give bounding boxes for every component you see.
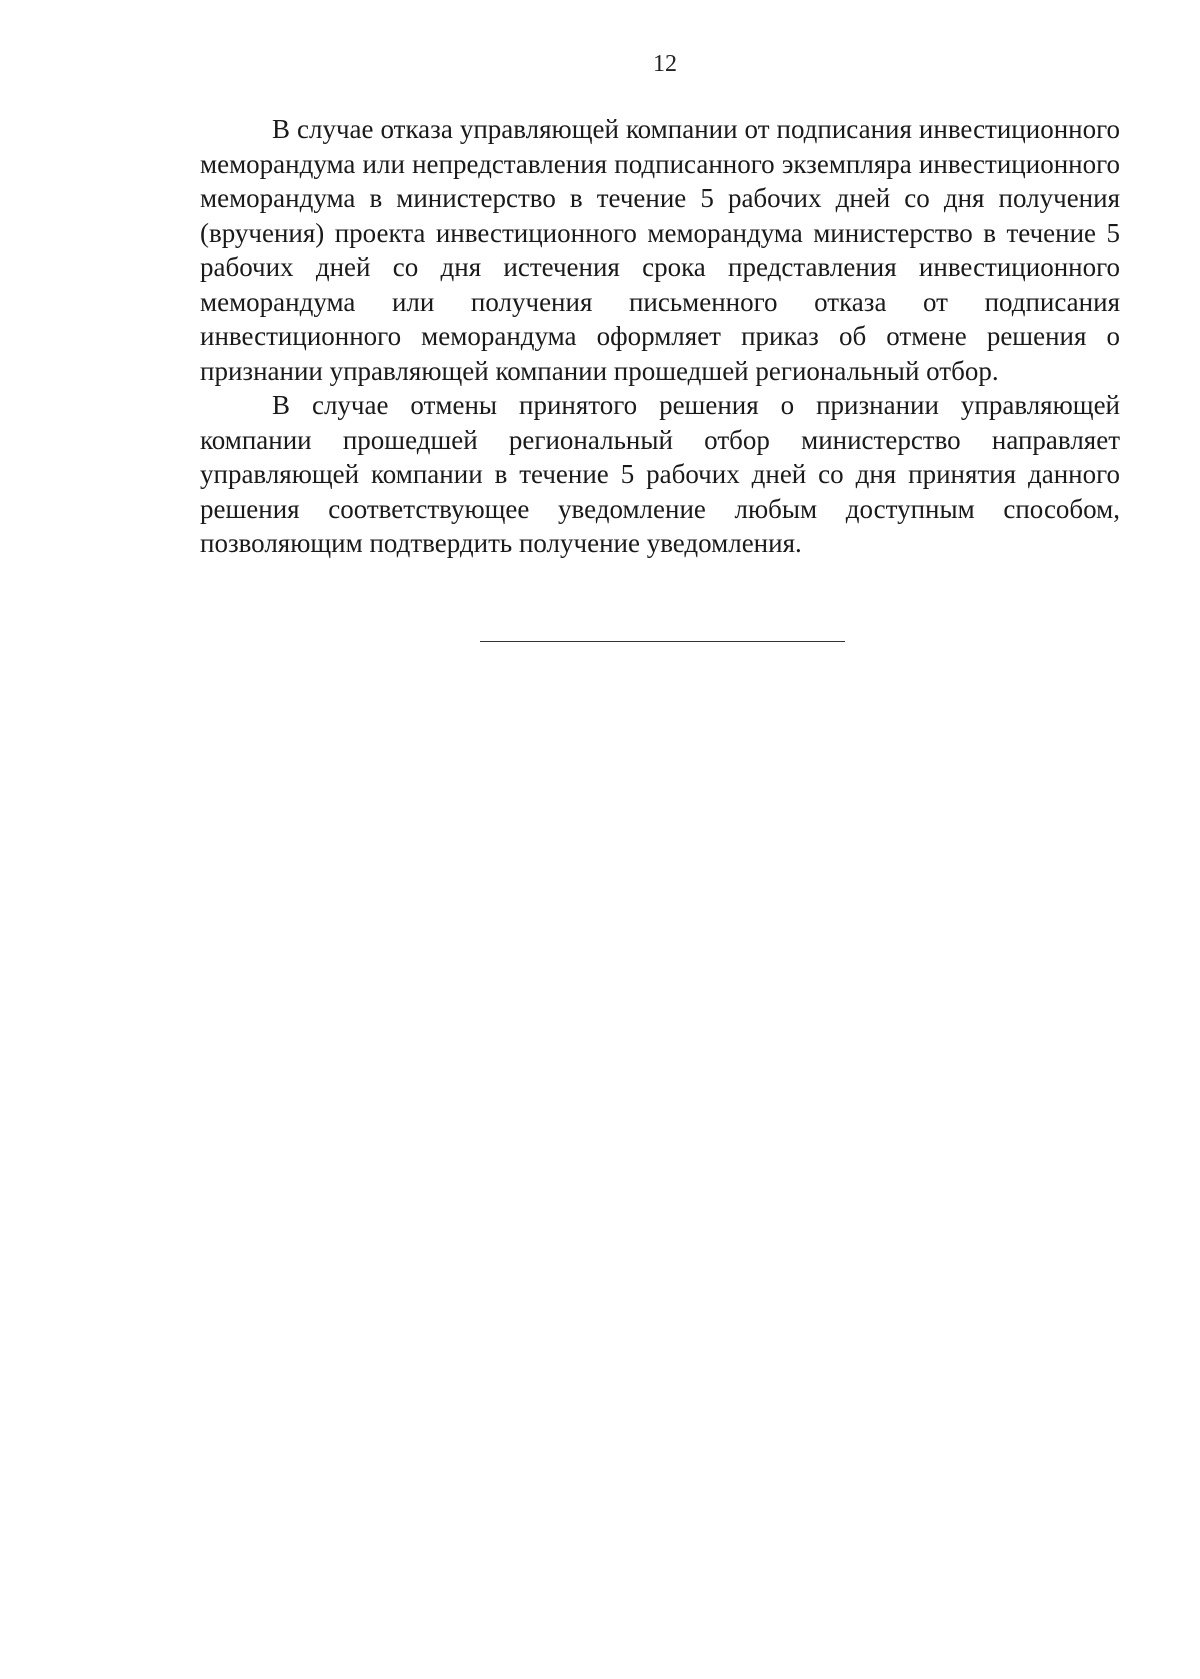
page-number: 12	[653, 51, 677, 77]
end-divider-line	[480, 641, 845, 642]
paragraph-refusal-memorandum: В случае отказа управляющей компании от подписания инвестиционного меморандума или непредставления подписанного экземпляра инвестиционного меморандума в министерство в течение 5 рабочих дней со дня получения (вручения) проекта инвестиционного меморандума министерство в течение 5 рабочих дней со дня истечения срока представления инвестиционного меморандума или получения письменного отказа от подписания инвестиционного меморандума оформляет приказ об отмене решения о признании управляющей компании прошедшей региональный отбор.	[200, 114, 1120, 386]
paragraph-cancellation-notice: В случае отмены принятого решения о признании управляющей компании прошедшей региональный отбор министерство направляет управляющей компании в течение 5 рабочих дней со дня принятия данного решения соответствующее уведомление любым доступным способом, позволяющим подтвердить получение уведомления.	[200, 390, 1120, 558]
document-body	[200, 112, 1120, 561]
